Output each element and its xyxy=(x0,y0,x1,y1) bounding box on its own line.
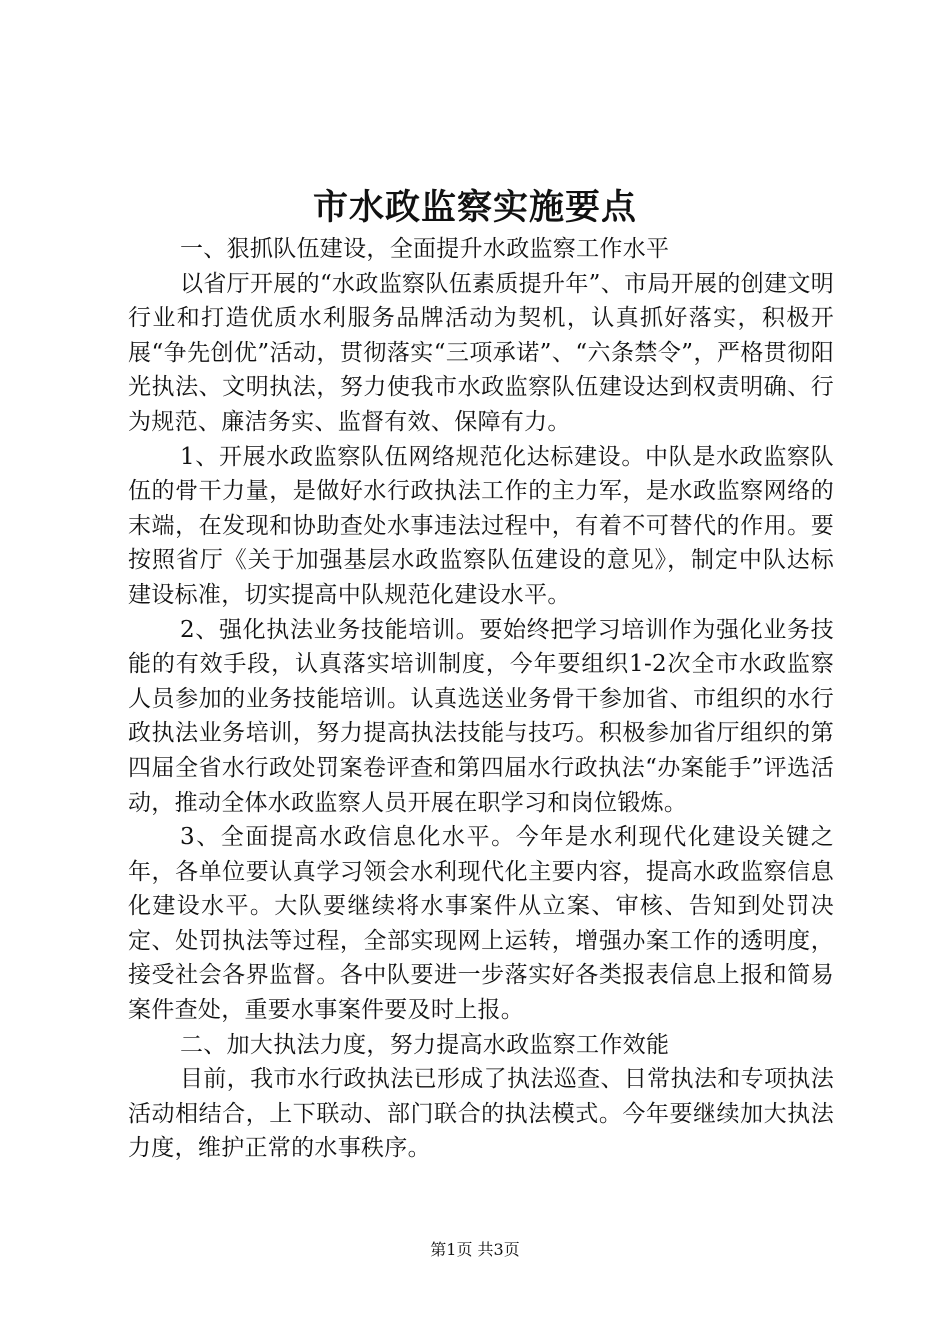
page-footer: 第1页 共3页 xyxy=(430,1240,520,1259)
document-title: 市水政监察实施要点 xyxy=(312,187,637,228)
paragraph-item-3: 3、全面提高水政信息化水平。今年是水利现代化建设关键之年，各单位要认真学习领会水利现代化主要内容，提高水政监察信息化建设水平。大队要继续将水事案件从立案、审核、告知到处罚决定、处罚执法等过程，全部实现网上运转，增强办案工作的透明度，接受社会各界监督。各中队要进一步落实好各类报表信息上报和简易案件查处，重要水事案件要及时上报。 xyxy=(128,824,834,1024)
paragraph-section-2: 目前，我市水行政执法已形成了执法巡查、日常执法和专项执法活动相结合，上下联动、部门联合的执法模式。今年要继续加大执法力度，维护正常的水事秩序。 xyxy=(128,1066,834,1162)
section-heading-1: 一、狠抓队伍建设，全面提升水政监察工作水平 xyxy=(180,236,670,262)
document-body xyxy=(128,232,834,1166)
paragraph-item-2: 2、强化执法业务技能培训。要始终把学习培训作为强化业务技能的有效手段，认真落实培训制度，今年要组织1-2次全市水政监察人员参加的业务技能培训。认真选送业务骨干参加省、市组织的水行政执法业务培训，努力提高执法技能与技巧。积极参加省厅组织的第四届全省水行政处罚案卷评查和第四届水行政执法“办案能手”评选活动，推动全体水政监察人员开展在职学习和岗位锻炼。 xyxy=(128,616,834,816)
section-heading-2: 二、加大执法力度，努力提高水政监察工作效能 xyxy=(180,1031,670,1058)
paragraph-item-1: 1、开展水政监察队伍网络规范化达标建设。中队是水政监察队伍的骨干力量，是做好水行政执法工作的主力军，是水政监察网络的末端，在发现和协助查处水事违法过程中，有着不可替代的作用。要按照省厅《关于加强基层水政监察队伍建设的意见》，制定中队达标建设标准，切实提高中队规范化建设水平。 xyxy=(128,443,834,608)
paragraph-intro: 以省厅开展的“水政监察队伍素质提升年”、市局开展的创建文明行业和打造优质水利服务品牌活动为契机，认真抓好落实，积极开展“争先创优”活动，贯彻落实“三项承诺”、“六条禁令”，严格贯彻阳光执法、文明执法，努力使我市水政监察队伍建设达到权责明确、行为规范、廉洁务实、监督有效、保障有力。 xyxy=(128,270,834,435)
